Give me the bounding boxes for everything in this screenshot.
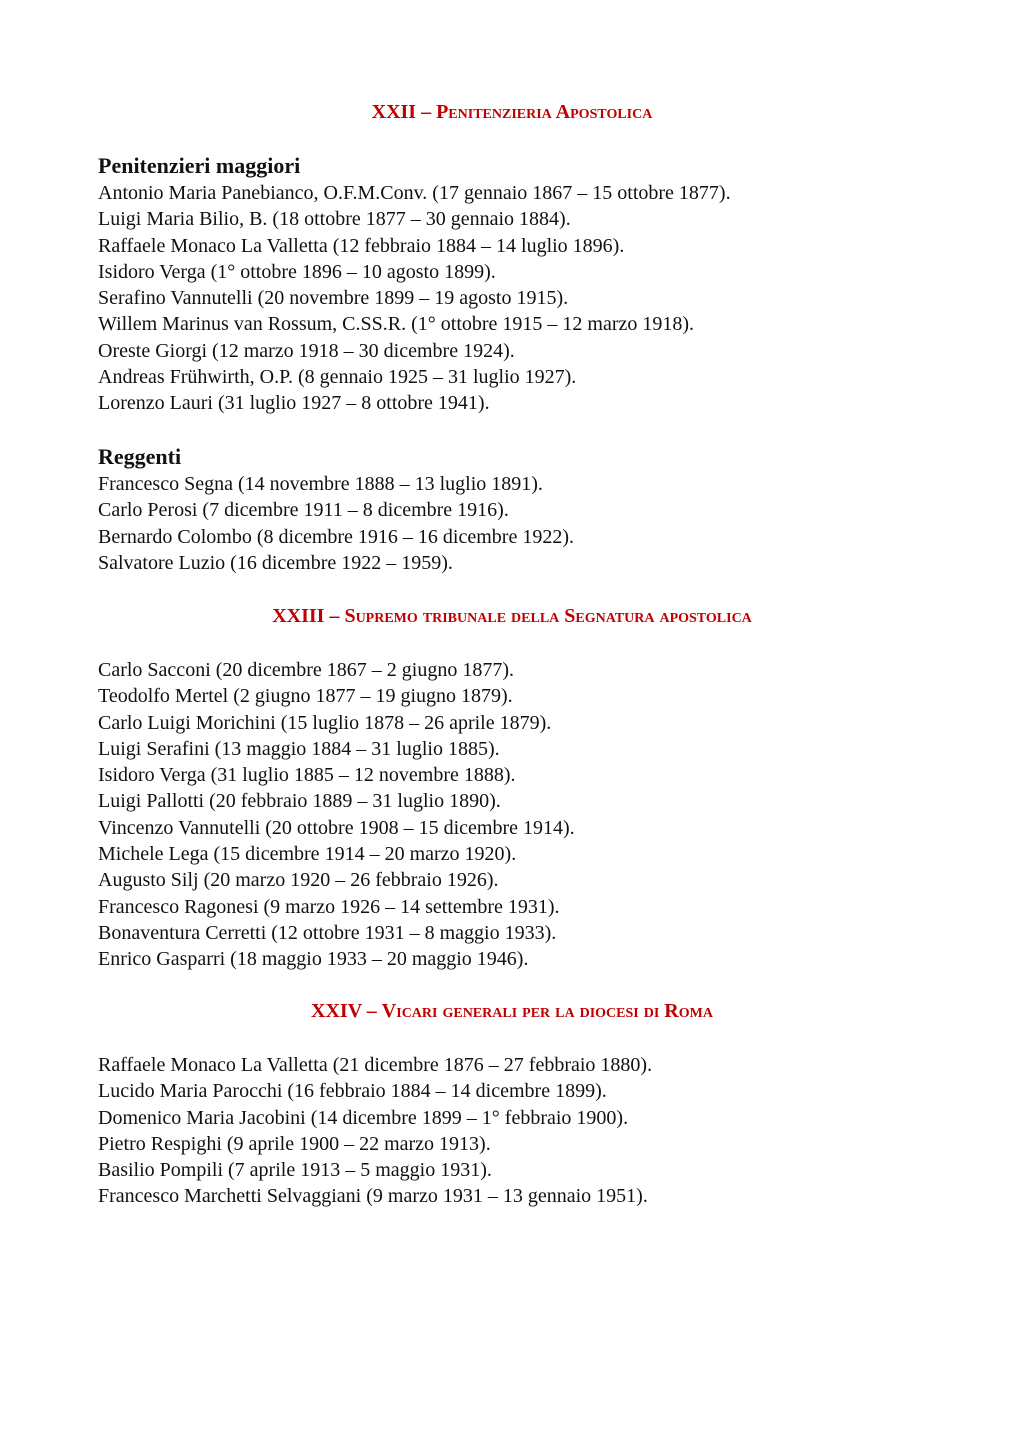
list-item: Raffaele Monaco La Valletta (21 dicembre 1876 – 27 febbraio 1880).: [98, 1054, 653, 1076]
segnatura-list: [98, 657, 575, 973]
list-item: Carlo Perosi (7 dicembre 1911 – 8 dicembre 1916).: [98, 499, 509, 522]
list-item: Francesco Segna (14 novembre 1888 – 13 luglio 1891).: [98, 473, 543, 495]
list-item: Carlo Sacconi (20 dicembre 1867 – 2 giugno 1877).: [98, 659, 515, 681]
list-item: Lucido Maria Parocchi (16 febbraio 1884 – 14 dicembre 1899).: [98, 1080, 607, 1103]
list-item: Pietro Respighi (9 aprile 1900 – 22 marzo 1913).: [98, 1132, 491, 1155]
list-item: Augusto Silj (20 marzo 1920 – 26 febbraio 1926).: [98, 869, 499, 892]
list-item: Luigi Maria Bilio, B. (18 ottobre 1877 – 30 gennaio 1884).: [98, 208, 571, 231]
list-item: Enrico Gasparri (18 maggio 1933 – 20 maggio 1946).: [98, 948, 529, 971]
list-item: Basilio Pompili (7 aprile 1913 – 5 maggio 1931).: [98, 1159, 492, 1182]
subsection-heading-penitenzieri: Penitenzieri maggiori: [98, 153, 301, 178]
list-item: Carlo Luigi Morichini (15 luglio 1878 – 26 aprile 1879).: [98, 711, 552, 734]
list-item: Luigi Pallotti (20 febbraio 1889 – 31 luglio 1890).: [98, 790, 501, 813]
list-item: Vincenzo Vannutelli (20 ottobre 1908 – 15 dicembre 1914).: [98, 816, 575, 839]
section-name: Supremo tribunale della Segnatura apostolica: [344, 605, 752, 627]
list-item: Willem Marinus van Rossum, C.SS.R. (1° ottobre 1915 – 12 marzo 1918).: [98, 313, 695, 336]
reggenti-list: [98, 471, 574, 576]
list-item: Oreste Giorgi (12 marzo 1918 – 30 dicembre 1924).: [98, 339, 515, 362]
subsection-heading-reggenti: Reggenti: [98, 444, 182, 469]
list-item: Raffaele Monaco La Valletta (12 febbraio 1884 – 14 luglio 1896).: [98, 234, 625, 257]
list-item: Luigi Serafini (13 maggio 1884 – 31 luglio 1885).: [98, 737, 500, 760]
section-number: XXII –: [371, 101, 432, 123]
list-item: Francesco Ragonesi (9 marzo 1926 – 14 settembre 1931).: [98, 895, 560, 918]
section-number: XXIII –: [272, 605, 340, 627]
list-item: Bonaventura Cerretti (12 ottobre 1931 – 8 maggio 1933).: [98, 921, 557, 944]
penitenzieri-list: [98, 180, 731, 417]
section-title-xxiv: [0, 999, 1024, 1023]
section-title-xxiii: [0, 604, 1024, 628]
list-item: Andreas Frühwirth, O.P. (8 gennaio 1925 – 31 luglio 1927).: [98, 366, 577, 389]
section-number: XXIV –: [311, 1000, 377, 1022]
list-item: Serafino Vannutelli (20 novembre 1899 – 19 agosto 1915).: [98, 287, 569, 310]
section-name: Penitenzieria Apostolica: [436, 101, 653, 123]
list-item: Isidoro Verga (31 luglio 1885 – 12 novembre 1888).: [98, 764, 516, 787]
vicari-list: [98, 1052, 652, 1210]
list-item: Francesco Marchetti Selvaggiani (9 marzo 1931 – 13 gennaio 1951).: [98, 1185, 648, 1208]
list-item: Antonio Maria Panebianco, O.F.M.Conv. (17 gennaio 1867 – 15 ottobre 1877).: [98, 182, 731, 204]
list-item: Bernardo Colombo (8 dicembre 1916 – 16 dicembre 1922).: [98, 525, 574, 548]
list-item: Lorenzo Lauri (31 luglio 1927 – 8 ottobre 1941).: [98, 392, 490, 415]
list-item: Michele Lega (15 dicembre 1914 – 20 marzo 1920).: [98, 843, 517, 866]
list-item: Salvatore Luzio (16 dicembre 1922 – 1959).: [98, 551, 453, 574]
section-name: Vicari generali per la diocesi di Roma: [381, 1000, 713, 1022]
list-item: Teodolfo Mertel (2 giugno 1877 – 19 giugno 1879).: [98, 685, 513, 708]
list-item: Isidoro Verga (1° ottobre 1896 – 10 agosto 1899).: [98, 260, 496, 283]
list-item: Domenico Maria Jacobini (14 dicembre 1899 – 1° febbraio 1900).: [98, 1106, 629, 1129]
section-title-xxii: [0, 100, 1024, 124]
